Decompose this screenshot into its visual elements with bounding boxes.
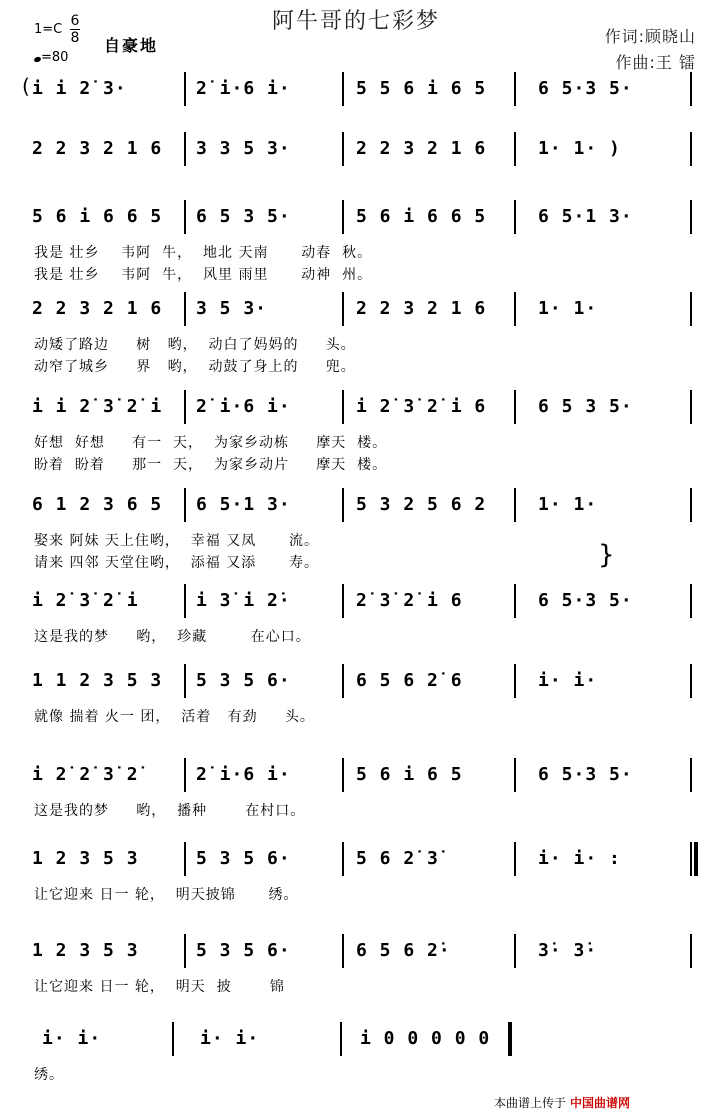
composer-credit: 作曲:王 镭 <box>615 53 696 72</box>
repeat-barline <box>694 842 698 876</box>
measure: 1· 1· ) <box>538 138 621 159</box>
barline <box>342 488 344 522</box>
score-row <box>0 390 712 473</box>
barline <box>514 758 516 792</box>
measure: 3 5 3· <box>196 298 268 319</box>
lyric-line: 这是我的梦 哟， 珍藏 在心口。 <box>34 629 311 645</box>
key-signature: 1=C <box>34 22 63 37</box>
score-row <box>0 584 712 645</box>
score-row <box>0 934 712 995</box>
measure: 6 5 6 2̇ 6 <box>356 670 463 691</box>
measure: 2 2 3 2 1 6 <box>32 138 163 159</box>
lyric-line: 动窄了城乡 界 哟， 动鼓了身上的 兜。 <box>34 359 356 375</box>
measure: 3 3 5 3· <box>196 138 291 159</box>
lyric-line: 我是 壮乡 韦阿 牛， 地北 天南 动春 秋。 <box>34 245 373 261</box>
score-row <box>0 132 712 172</box>
barline <box>690 390 692 424</box>
measure: i· i· <box>200 1028 260 1049</box>
lyric-line: 让它迎来 日一 轮， 明天 披 锦 <box>34 979 285 995</box>
score-row <box>0 1022 712 1083</box>
barline <box>690 758 692 792</box>
barline <box>342 584 344 618</box>
final-barline <box>508 1022 512 1056</box>
measure: 2 2 3 2 1 6 <box>32 298 163 319</box>
lyric-line: 绣。 <box>34 1067 64 1083</box>
measure: i 0 0 0 0 0 <box>360 1028 491 1049</box>
measure: 2̇ 3̇ 2̇ i 6 <box>356 590 463 611</box>
measure: i· i· <box>42 1028 102 1049</box>
measure: i· i· : <box>538 848 621 869</box>
measure: 6 5·3 5· <box>538 78 633 99</box>
barline <box>690 488 692 522</box>
barline <box>514 132 516 166</box>
barline <box>514 488 516 522</box>
time-signature <box>70 14 80 45</box>
measure: i i 2̇ 3· <box>32 78 127 99</box>
barline <box>342 132 344 166</box>
footer-text: 本曲谱上传于 <box>494 1096 567 1110</box>
measure: i 2̇ 2̇ 3̇ 2̇ <box>32 764 139 785</box>
measure: 5 3 2 5 6 2 <box>356 494 487 515</box>
measure: 5 3 5 6· <box>196 848 291 869</box>
barline <box>690 584 692 618</box>
barline <box>690 664 692 698</box>
barline <box>342 934 344 968</box>
barline <box>184 584 186 618</box>
measure: 5 3 5 6· <box>196 670 291 691</box>
lyric-line: 请来 四邻 天堂住哟， 添福 又添 寿。 <box>34 555 319 571</box>
barline <box>342 758 344 792</box>
footer <box>494 1094 630 1111</box>
measure: 1 1 2 3 5 3 <box>32 670 163 691</box>
measure: 6 5·3 5· <box>538 764 633 785</box>
score-row <box>0 758 712 819</box>
lyric-line: 好想 好想 有一 天， 为家乡动栋 摩天 楼。 <box>34 435 388 451</box>
lyric-line: 动矮了路边 树 哟， 动白了妈妈的 头。 <box>34 337 356 353</box>
barline <box>514 934 516 968</box>
score-row <box>0 488 712 571</box>
barline <box>340 1022 342 1056</box>
expression-marking: 自豪地 <box>104 36 159 55</box>
measure: 2̇ i·6 i· <box>196 78 291 99</box>
barline <box>690 292 692 326</box>
measure: 6 5·1 3· <box>196 494 291 515</box>
barline <box>184 758 186 792</box>
lyric-line: 让它迎来 日一 轮， 明天披锦 绣。 <box>34 887 299 903</box>
measure: 3̇· 3̇· <box>538 940 598 961</box>
barline <box>184 200 186 234</box>
measure: 1· 1· <box>538 298 598 319</box>
barline <box>514 842 516 876</box>
barline <box>342 664 344 698</box>
barline <box>184 72 186 106</box>
barline <box>172 1022 174 1056</box>
barline <box>342 72 344 106</box>
measure: i· i· <box>538 670 598 691</box>
barline <box>690 200 692 234</box>
measure: 2̇ i·6 i· <box>196 396 291 417</box>
tempo-marking <box>34 50 68 65</box>
measure: 1· 1· <box>538 494 598 515</box>
measure: 1 2 3 5 3 <box>32 940 139 961</box>
meter-top: 6 <box>70 13 80 29</box>
barline <box>184 132 186 166</box>
barline <box>342 292 344 326</box>
barline <box>342 200 344 234</box>
measure: 6 5 6 2̇· <box>356 940 451 961</box>
measure: 1 2 3 5 3 <box>32 848 139 869</box>
measure: 6 5·1 3· <box>538 206 633 227</box>
barline <box>690 934 692 968</box>
barline <box>514 664 516 698</box>
barline <box>514 390 516 424</box>
lyric-line: 盼着 盼着 那一 天， 为家乡动片 摩天 楼。 <box>34 457 388 473</box>
score-row <box>0 664 712 725</box>
measure: 2 2 3 2 1 6 <box>356 298 487 319</box>
barline <box>690 132 692 166</box>
barline <box>514 72 516 106</box>
measure: 5 6 i 6 6 5 <box>32 206 163 227</box>
song-title: 阿牛哥的七彩梦 <box>271 9 440 34</box>
measure: 5 5 6 i 6 5 <box>356 78 487 99</box>
lyricist-credit: 作词:顾晓山 <box>604 27 696 46</box>
measure: 2̇ i·6 i· <box>196 764 291 785</box>
measure: i 3̇ i 2̇· <box>196 590 291 611</box>
measure: 5 6 2̇ 3̇ <box>356 848 439 869</box>
score-row <box>0 200 712 283</box>
lyric-line: 这是我的梦 哟， 播种 在村口。 <box>34 803 306 819</box>
barline <box>184 390 186 424</box>
barline <box>690 72 692 106</box>
meter-bottom: 8 <box>70 30 80 46</box>
barline <box>184 842 186 876</box>
score-row <box>0 842 712 903</box>
barline <box>184 664 186 698</box>
measure: 6 5 3 5· <box>196 206 291 227</box>
score-row <box>0 72 712 112</box>
lyric-line: 就像 揣着 火一 团， 活着 有劲 头。 <box>34 709 315 725</box>
barline <box>514 200 516 234</box>
measure: 2 2 3 2 1 6 <box>356 138 487 159</box>
barline <box>342 842 344 876</box>
lyric-line: 娶来 阿妹 天上住哟， 幸福 又凤 流。 <box>34 533 319 549</box>
tempo-value: =80 <box>41 50 69 65</box>
lyric-line: 我是 壮乡 韦阿 牛， 风里 雨里 动神 州。 <box>34 267 373 283</box>
measure: i 2̇ 3̇ 2̇ i 6 <box>356 396 487 417</box>
barline <box>342 390 344 424</box>
measure: 5 6 i 6 6 5 <box>356 206 487 227</box>
barline <box>184 292 186 326</box>
measure: 6 1 2 3 6 5 <box>32 494 163 515</box>
barline <box>184 488 186 522</box>
measure: 5 6 i 6 5 <box>356 764 463 785</box>
intro-paren: ( <box>22 74 30 98</box>
measure: 6 5·3 5· <box>538 590 633 611</box>
barline <box>514 584 516 618</box>
measure: i i 2̇ 3̇ 2̇ i <box>32 396 163 417</box>
measure: i 2̇ 3̇ 2̇ i <box>32 590 139 611</box>
barline <box>690 842 692 876</box>
verse-brace-icon: } <box>598 540 615 570</box>
barline <box>514 292 516 326</box>
measure: 5 3 5 6· <box>196 940 291 961</box>
measure: 6 5 3 5· <box>538 396 633 417</box>
footer-brand: 中国曲谱网 <box>570 1096 631 1110</box>
barline <box>184 934 186 968</box>
score-row <box>0 292 712 375</box>
